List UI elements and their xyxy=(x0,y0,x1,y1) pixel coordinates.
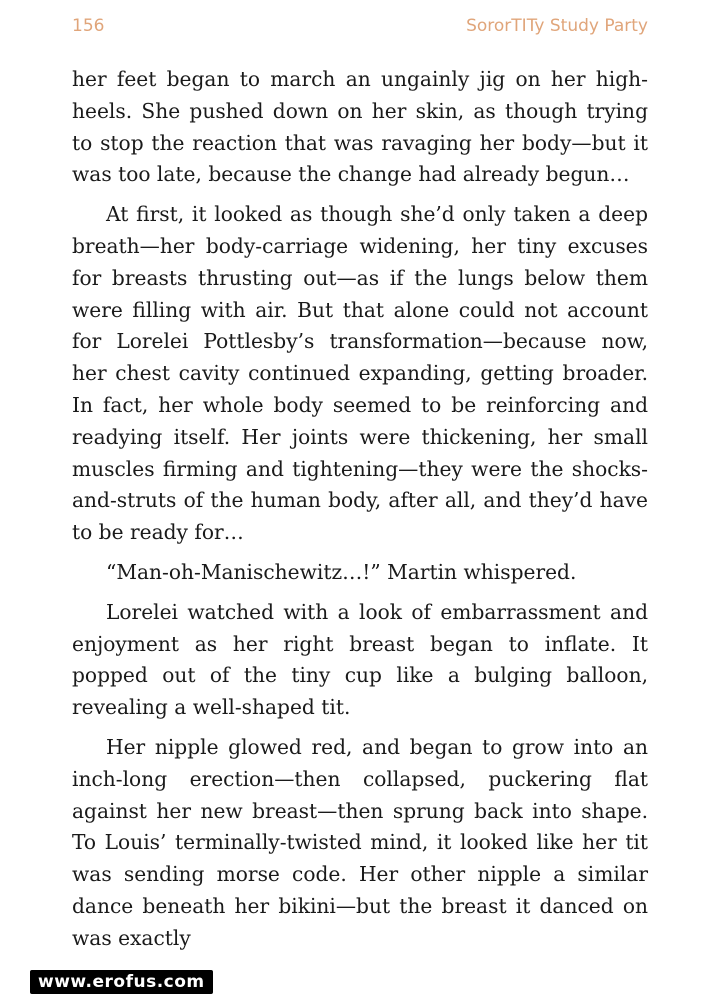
paragraph: her feet began to march an ungainly jig on her high-heels. She pushed down on her skin, as though trying to stop the reaction that was ravaging her body—but it was too late, because the change had already begun… xyxy=(72,67,648,187)
paragraph: Lorelei watched with a look of embarrassment and enjoyment as her right breast began to inflate. It popped out of the tiny cup like a bulging balloon, revealing a well-shaped tit. xyxy=(72,599,648,720)
page-number: 156 xyxy=(72,16,105,36)
paragraph: “Man-oh-Manischewitz…!” Martin whispered. xyxy=(106,559,577,584)
page-header xyxy=(72,12,648,40)
watermark-url: www.erofus.com xyxy=(30,970,213,994)
paragraph: At first, it looked as though she’d only taken a deep breath—her body-carriage widening, her tiny excuses for breasts thrusting out—as if the lungs below them were filling with air. But that alone could not account for Lorelei Pottlesby’s transformation—because now, her chest cavity continued expanding, getting broader. In fact, her whole body seemed to be reinforcing and readying itself. Her joints were thickening, her small muscles firming and tightening—they were the shocks-and-struts of the human body, after all, and they’d have to be ready for… xyxy=(72,202,648,545)
running-title: SororTITy Study Party xyxy=(466,16,648,36)
paragraph: Her nipple glowed red, and began to grow into an inch-long erection—then collapsed, puckering flat against her new breast—then sprung back into shape. To Louis’ terminally-twisted mind, it looked like her tit was sending morse code. Her other nipple a similar dance beneath her bikini—but the breast it danced on was exactly xyxy=(72,734,648,950)
body-text xyxy=(72,64,648,963)
